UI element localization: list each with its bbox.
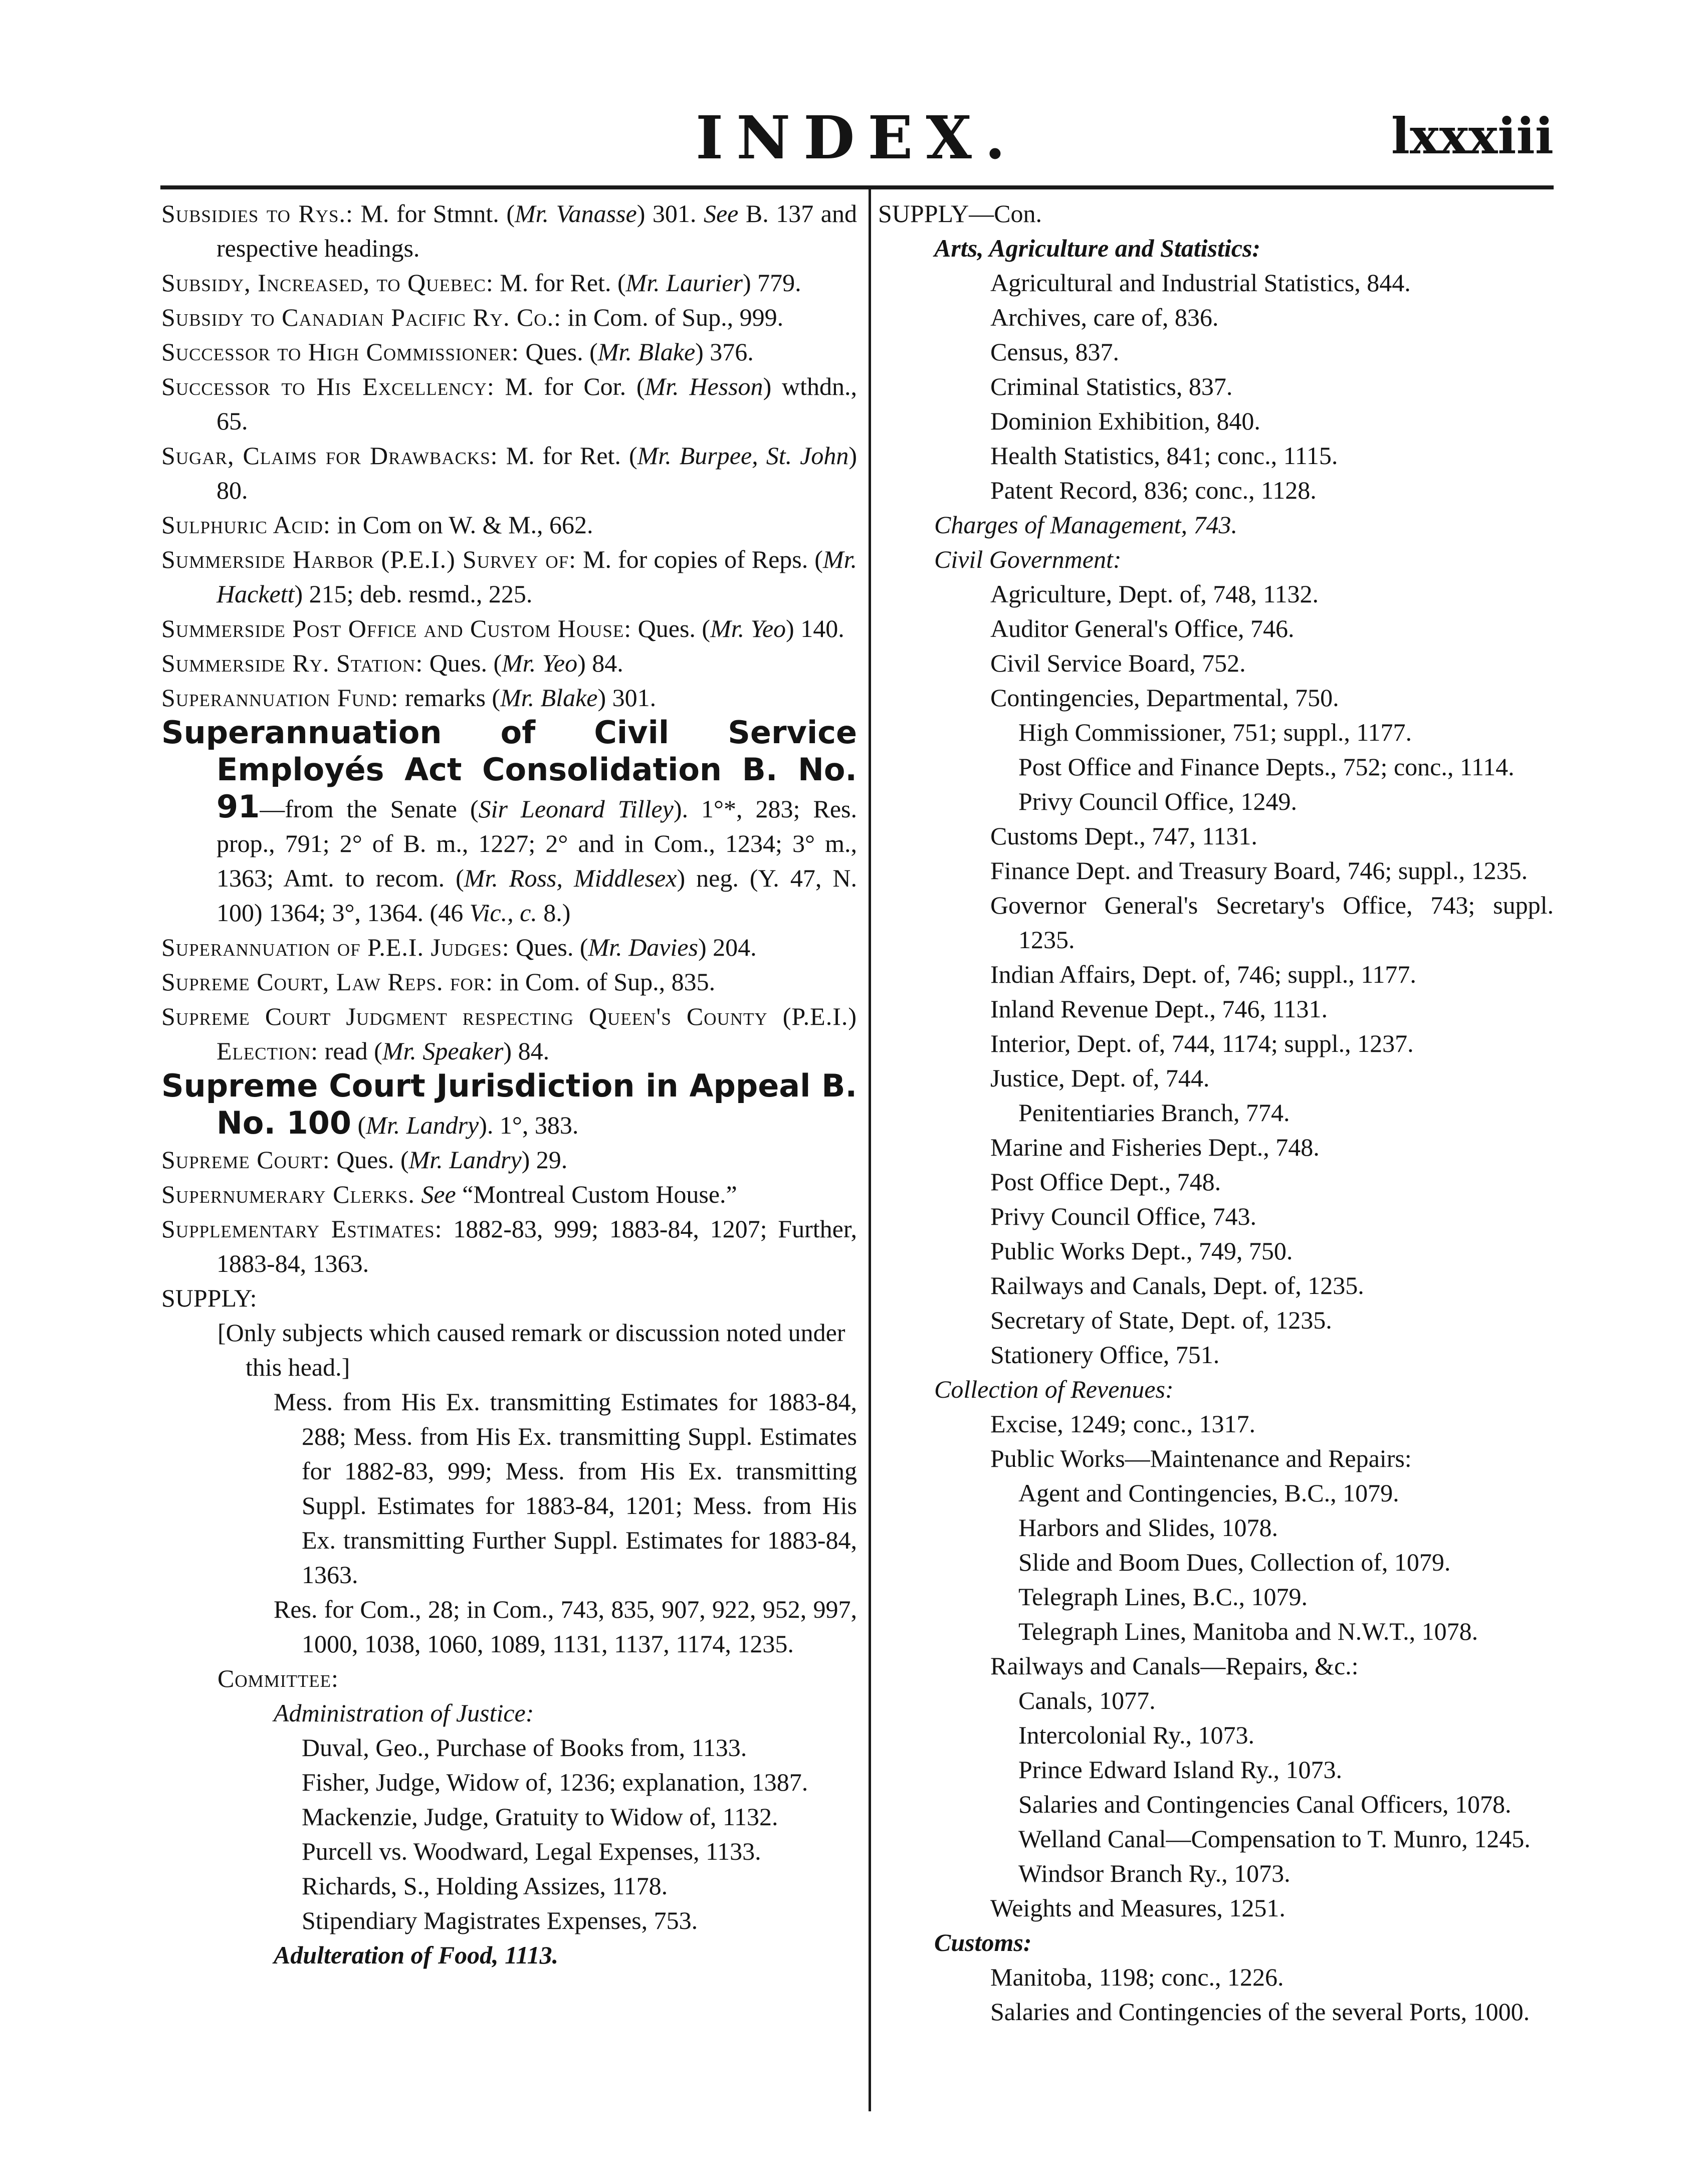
left-index-column xyxy=(161,196,857,1973)
entry-text: Summerside Post Office and Custom House: xyxy=(161,614,632,642)
entry-text: Successor to High Commissioner: xyxy=(161,338,519,366)
index-line: Dominion Exhibition, 840. xyxy=(990,407,1260,435)
index-line: Committee: xyxy=(218,1664,339,1692)
entry-text: Sir Leonard Tilley xyxy=(478,795,674,823)
index-line: Duval, Geo., Purchase of Books from, 1133. xyxy=(302,1733,747,1762)
supply-section xyxy=(161,1281,857,1973)
index-entry xyxy=(161,1143,857,1177)
entry-text: ). 1°, 383. xyxy=(479,1111,579,1139)
index-line: Administration of Justice: xyxy=(274,1699,534,1727)
index-line: Criminal Statistics, 837. xyxy=(990,372,1233,400)
index-line: Slide and Boom Dues, Collection of, 1079. xyxy=(1018,1548,1451,1576)
entry-text: Supreme Court Jurisdiction in Appeal B. No. 100 xyxy=(161,1067,857,1141)
index-line: High Commissioner, 751; suppl., 1177. xyxy=(1018,718,1412,746)
entry-text: Mr. Yeo xyxy=(710,614,786,642)
entry-text: Mr. Blake xyxy=(500,684,598,712)
entry-text: Sugar, Claims for Drawbacks: xyxy=(161,442,498,470)
index-entry xyxy=(161,999,857,1068)
index-line: Agricultural and Industrial Statistics, 844. xyxy=(990,269,1411,297)
index-line: [Only subjects which caused remark or discussion noted under this head.] xyxy=(218,1319,845,1381)
entry-text: M. for Stmnt. ( xyxy=(353,199,515,228)
index-line: Auditor General's Office, 746. xyxy=(990,614,1295,642)
index-line: Customs Dept., 747, 1131. xyxy=(990,822,1257,850)
index-line: Collection of Revenues: xyxy=(934,1375,1174,1403)
entry-text: “Montreal Custom House.” xyxy=(456,1180,737,1208)
entry-text: ) wthdn., 65. xyxy=(217,372,857,435)
entry-text: Supreme Court, Law Reps. for: xyxy=(161,968,493,996)
index-line: Mess. from His Ex. transmitting Estimates for 1883-84, 288; Mess. from His Ex. transmitting Suppl. Estimates for 1882-83, 999; Mess. from His Ex. transmitting Suppl. Estimates for 1883-84, 1201; Mess. from His Ex. transmitting Further Suppl. Estimates for 1883-84, 1363. xyxy=(274,1388,857,1589)
index-line: Justice, Dept. of, 744. xyxy=(990,1064,1210,1092)
index-line: Agriculture, Dept. of, 748, 1132. xyxy=(990,580,1319,608)
index-entry xyxy=(161,369,857,439)
index-entry xyxy=(161,1177,857,1212)
index-line: Privy Council Office, 1249. xyxy=(1018,787,1297,815)
index-line: Purcell vs. Woodward, Legal Expenses, 1133. xyxy=(302,1837,761,1865)
index-line: Indian Affairs, Dept. of, 746; suppl., 1177. xyxy=(990,960,1416,988)
entry-text: ) 215; deb. resmd., 225. xyxy=(294,580,533,608)
entry-text: Supplementary Estimates: xyxy=(161,1215,443,1243)
entry-text: Mr. Landry xyxy=(366,1111,479,1139)
index-line: Telegraph Lines, Manitoba and N.W.T., 1078. xyxy=(1018,1617,1478,1645)
index-line: Customs: xyxy=(934,1928,1032,1956)
entry-text: Superannuation of P.E.I. Judges: xyxy=(161,933,510,961)
entry-text: ) neg. (Y. 47, N. 100) 1364; 3°, 1364. (46 xyxy=(217,864,857,927)
index-line: Stipendiary Magistrates Expenses, 753. xyxy=(302,1906,698,1934)
entry-text: B. 137 and respective headings. xyxy=(217,199,857,262)
index-entry xyxy=(161,611,857,646)
entry-text: M. for Ret. ( xyxy=(498,442,637,470)
index-entry xyxy=(161,266,857,300)
entry-text: Mr. Burpee, St. John xyxy=(637,442,849,470)
entry-text: in Com on W. & M., 662. xyxy=(330,511,593,539)
index-entry xyxy=(161,1212,857,1281)
page-title: INDEX. xyxy=(696,103,1018,172)
index-line: Arts, Agriculture and Statistics: xyxy=(934,234,1261,262)
index-entry xyxy=(161,715,857,930)
entry-text: Ques. ( xyxy=(423,649,502,677)
index-line: Intercolonial Ry., 1073. xyxy=(1018,1721,1255,1749)
entry-text: —from the Senate ( xyxy=(260,795,479,823)
entry-text: Ques. ( xyxy=(631,614,711,642)
index-entry xyxy=(161,300,857,335)
index-line: Telegraph Lines, B.C., 1079. xyxy=(1018,1583,1308,1611)
column-divider xyxy=(869,189,871,2111)
entry-text: ) 29. xyxy=(521,1146,568,1174)
index-line: Salaries and Contingencies of the several Ports, 1000. xyxy=(990,1998,1530,2026)
index-line: Railways and Canals, Dept. of, 1235. xyxy=(990,1271,1364,1299)
index-line: Harbors and Slides, 1078. xyxy=(1018,1513,1278,1542)
index-line: Post Office Dept., 748. xyxy=(990,1168,1221,1196)
index-line: Stationery Office, 751. xyxy=(990,1341,1220,1369)
index-entry xyxy=(161,439,857,508)
entry-text: ). 1°*, 283; Res. prop., 791; 2° of B. m., 1227; 2° and in Com., 1234; 3° m., 1363; Amt. to recom. ( xyxy=(217,795,858,892)
index-line: Adulteration of Food, 1113. xyxy=(274,1941,559,1969)
entry-text: Successor to His Excellency: xyxy=(161,372,495,400)
index-line: Agent and Contingencies, B.C., 1079. xyxy=(1018,1479,1399,1507)
index-line: Manitoba, 1198; conc., 1226. xyxy=(990,1963,1284,1991)
entry-text: Summerside Harbor (P.E.I.) Survey of: xyxy=(161,545,577,573)
entry-text: 8.) xyxy=(537,899,571,927)
index-entry xyxy=(161,646,857,681)
index-line: Public Works—Maintenance and Repairs: xyxy=(990,1444,1412,1472)
index-line: Salaries and Contingencies Canal Officers, 1078. xyxy=(1018,1790,1512,1818)
entry-text: Vic., c. xyxy=(469,899,537,927)
index-line: Civil Government: xyxy=(934,545,1122,573)
entry-text: Ques. ( xyxy=(330,1146,409,1174)
entry-text: Subsidy to Canadian Pacific Ry. Co.: xyxy=(161,303,561,331)
entry-text: Supernumerary Clerks. xyxy=(161,1180,415,1208)
entry-text: Mr. Yeo xyxy=(502,649,578,677)
page-header xyxy=(160,103,1554,183)
entry-text: remarks ( xyxy=(398,684,501,712)
index-line: Charges of Management, 743. xyxy=(934,511,1238,539)
index-line: Finance Dept. and Treasury Board, 746; suppl., 1235. xyxy=(990,856,1528,885)
entry-text: Mr. Speaker xyxy=(382,1037,504,1065)
entry-text: See xyxy=(703,199,739,228)
index-line: Interior, Dept. of, 744, 1174; suppl., 1237. xyxy=(990,1029,1414,1057)
entry-text: Mr. Ross, Middlesex xyxy=(464,864,677,892)
index-line: SUPPLY—Con. xyxy=(878,199,1042,228)
entry-text: Ques. ( xyxy=(509,933,588,961)
index-line: Mackenzie, Judge, Gratuity to Widow of, 1132. xyxy=(302,1803,778,1831)
entry-text: ) 84. xyxy=(577,649,623,677)
entry-text: Subsidy, Increased, to Quebec: xyxy=(161,269,494,297)
index-line: Patent Record, 836; conc., 1128. xyxy=(990,476,1317,504)
entry-text: Mr. Blake xyxy=(597,338,696,366)
entry-text: 1882-83, 999; 1883-84, 1207; Further, 1883-84, 1363. xyxy=(217,1215,858,1277)
index-line: Prince Edward Island Ry., 1073. xyxy=(1018,1756,1343,1784)
entry-text: ) 140. xyxy=(786,614,844,642)
entry-text: read ( xyxy=(318,1037,382,1065)
entry-text: in Com. of Sup., 835. xyxy=(493,968,716,996)
entry-text: Ques. ( xyxy=(519,338,598,366)
index-line: Canals, 1077. xyxy=(1018,1686,1156,1714)
index-entry xyxy=(161,335,857,369)
entry-text: Mr. Landry xyxy=(408,1146,522,1174)
index-line: Windsor Branch Ry., 1073. xyxy=(1018,1859,1291,1887)
entry-text: M. for Cor. ( xyxy=(494,372,645,400)
supply-continued-section xyxy=(878,196,1554,2029)
index-line: Post Office and Finance Depts., 752; conc., 1114. xyxy=(1018,753,1515,781)
entry-text: ) 779. xyxy=(742,269,801,297)
entry-text: Summerside Ry. Station: xyxy=(161,649,423,677)
index-line: Marine and Fisheries Dept., 748. xyxy=(990,1133,1320,1161)
index-line: Health Statistics, 841; conc., 1115. xyxy=(990,442,1338,470)
index-line: Civil Service Board, 752. xyxy=(990,649,1246,677)
entry-text: ) 80. xyxy=(217,442,857,504)
index-entry xyxy=(161,1068,857,1143)
entry-text: Mr. Laurier xyxy=(625,269,743,297)
index-line: Privy Council Office, 743. xyxy=(990,1202,1256,1230)
index-line: Secretary of State, Dept. of, 1235. xyxy=(990,1306,1332,1334)
entry-text: Mr. Hesson xyxy=(645,372,763,400)
right-index-column xyxy=(878,196,1554,2029)
entry-text: See xyxy=(421,1180,456,1208)
index-entry-list xyxy=(161,196,857,1281)
entry-text: ) 204. xyxy=(698,933,757,961)
entry-text: Supreme Court: xyxy=(161,1146,330,1174)
index-line: Welland Canal—Compensation to T. Munro, 1245. xyxy=(1018,1825,1531,1853)
index-entry xyxy=(161,681,857,715)
entry-text: ( xyxy=(351,1111,366,1139)
index-entry xyxy=(161,542,857,611)
entry-text: ) 376. xyxy=(695,338,754,366)
page-number: lxxxiii xyxy=(1391,108,1554,165)
entry-text: M. for Ret. ( xyxy=(493,269,626,297)
entry-text: M. for copies of Reps. ( xyxy=(576,545,823,573)
index-entry xyxy=(161,930,857,965)
entry-text: ) 301. xyxy=(597,684,657,712)
index-line: Census, 837. xyxy=(990,338,1119,366)
index-line: Weights and Measures, 1251. xyxy=(990,1894,1286,1922)
entry-text: ) 301. xyxy=(636,199,704,228)
index-line: Penitentiaries Branch, 774. xyxy=(1018,1099,1290,1127)
entry-text: Mr. Hackett xyxy=(217,545,857,608)
entry-text: Sulphuric Acid: xyxy=(161,511,331,539)
index-entry xyxy=(161,965,857,999)
entry-text: ) 84. xyxy=(503,1037,550,1065)
header-rule xyxy=(160,185,1554,189)
entry-text xyxy=(415,1180,421,1208)
index-line: Archives, care of, 836. xyxy=(990,303,1219,331)
entry-text: in Com. of Sup., 999. xyxy=(561,303,784,331)
index-line: Contingencies, Departmental, 750. xyxy=(990,684,1339,712)
index-line: Richards, S., Holding Assizes, 1178. xyxy=(302,1872,668,1900)
entry-text: Mr. Vanasse xyxy=(514,199,637,228)
entry-text: Subsidies to Rys.: xyxy=(161,199,353,228)
index-line: Fisher, Judge, Widow of, 1236; explanation, 1387. xyxy=(302,1768,808,1796)
index-entry xyxy=(161,196,857,266)
index-line: Governor General's Secretary's Office, 743; suppl. 1235. xyxy=(990,891,1554,954)
entry-text: Superannuation of Civil Service Employés Act Consolidation B. No. 91 xyxy=(161,714,857,825)
entry-text: Mr. Davies xyxy=(588,933,698,961)
index-line: Inland Revenue Dept., 746, 1131. xyxy=(990,995,1328,1023)
index-line: Public Works Dept., 749, 750. xyxy=(990,1237,1293,1265)
entry-text: Supreme Court Judgment respecting Queen's County (P.E.I.) Election: xyxy=(161,1002,857,1065)
index-line: Excise, 1249; conc., 1317. xyxy=(990,1410,1256,1438)
index-entry xyxy=(161,508,857,542)
entry-text: Superannuation Fund: xyxy=(161,684,399,712)
index-line: SUPPLY: xyxy=(161,1284,257,1312)
index-line: Railways and Canals—Repairs, &c.: xyxy=(990,1652,1359,1680)
index-line: Res. for Com., 28; in Com., 743, 835, 907, 922, 952, 997, 1000, 1038, 1060, 1089, 1131, 1137, 1174, 1235. xyxy=(274,1595,857,1658)
